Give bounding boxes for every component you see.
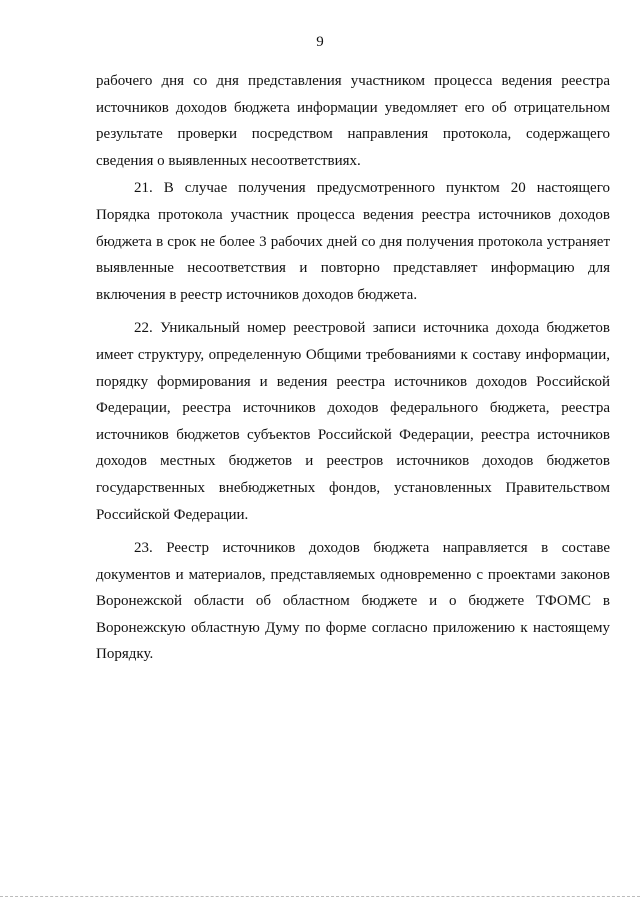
- paragraph-21: 21. В случае получения предусмотренного пунктом 20 настоящего Порядка протокола участник процесса ведения реестра источников доходов бюджета в срок не более 3 рабочих дней со дня получения протокола устраняет выявленные несоответствия и повторно представляет информацию для включения в реестр источников доходов бюджета.: [96, 180, 610, 303]
- paragraph-22: 22. Уникальный номер реестровой записи источника дохода бюджетов имеет структуру, определенную Общими требованиями к составу информации, порядку формирования и ведения реестра источников доходов Российской Федерации, реестра источников доходов федерального бюджета, реестра источников бюджетов субъектов Российской Федерации, реестра источников доходов местных бюджетов и реестров источников доходов бюджетов государственных внебюджетных фондов, установленных Правительством Российской Федерации.: [96, 320, 610, 523]
- document-body: [96, 68, 610, 668]
- footer-divider: [0, 896, 640, 897]
- paragraph-23: 23. Реестр источников доходов бюджета направляется в составе документов и материалов, представляемых одновременно с проектами законов Воронежской области об областном бюджете и о бюджете ТФОМС в Воронежскую областную Думу по форме согласно приложению к настоящему Порядку.: [96, 540, 610, 663]
- page-number: 9: [316, 34, 324, 50]
- paragraph-continuation: рабочего дня со дня представления участником процесса ведения реестра источников доходов бюджета информации уведомляет его об отрицательном результате проверки посредством направления протокола, содержащего сведения о выявленных несоответствиях.: [96, 73, 610, 169]
